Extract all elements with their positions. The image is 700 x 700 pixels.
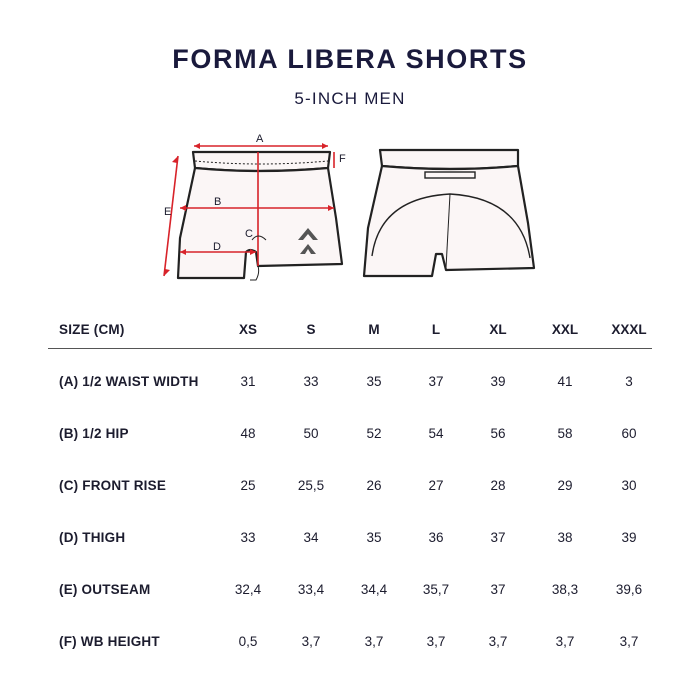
table-cell: 58 [557, 426, 573, 441]
shorts-diagram [150, 128, 550, 298]
table-cell: 50 [303, 426, 319, 441]
table-cell: 48 [240, 426, 256, 441]
table-cell: 56 [490, 426, 506, 441]
size-header-label: SIZE (CM) [59, 322, 125, 337]
table-row [0, 370, 700, 394]
table-cell: 37 [428, 374, 444, 389]
table-cell: 34,4 [360, 582, 388, 597]
table-cell: 60 [621, 426, 637, 441]
table-cell: 37 [490, 530, 506, 545]
row-label: (B) 1/2 HIP [59, 426, 129, 441]
table-cell: 38 [557, 530, 573, 545]
table-row [0, 526, 700, 550]
measure-label-f: F [339, 153, 346, 165]
table-divider [48, 348, 652, 349]
table-cell: 3,7 [364, 634, 384, 649]
table-cell: 35 [366, 530, 382, 545]
measure-label-b: B [214, 196, 222, 208]
chart-title: FORMA LIBERA SHORTS [172, 44, 528, 74]
size-header: XS [238, 322, 257, 337]
table-cell: 39 [621, 530, 637, 545]
row-label: (F) WB HEIGHT [59, 634, 160, 649]
table-cell: 39 [490, 374, 506, 389]
measure-label-a: A [256, 133, 264, 145]
table-cell: 3 [625, 374, 633, 389]
table-cell: 54 [428, 426, 444, 441]
table-cell: 3,7 [301, 634, 321, 649]
table-cell: 33 [303, 374, 319, 389]
table-cell: 33 [240, 530, 256, 545]
size-header: XL [489, 322, 507, 337]
table-cell: 32,4 [234, 582, 262, 597]
measure-label-c: C [245, 228, 253, 240]
table-cell: 28 [490, 478, 506, 493]
table-row [0, 578, 700, 602]
table-cell: 3,7 [619, 634, 639, 649]
size-header: L [431, 322, 441, 337]
table-cell: 52 [366, 426, 382, 441]
table-header-row [0, 318, 700, 342]
table-row [0, 422, 700, 446]
size-header: XXL [551, 322, 579, 337]
table-cell: 39,6 [615, 582, 643, 597]
table-cell: 37 [490, 582, 506, 597]
shorts-front-view [178, 152, 342, 278]
row-label: (E) OUTSEAM [59, 582, 151, 597]
table-cell: 35 [366, 374, 382, 389]
table-cell: 41 [557, 374, 573, 389]
shorts-illustration [150, 128, 550, 298]
table-cell: 33,4 [297, 582, 325, 597]
table-cell: 38,3 [551, 582, 579, 597]
table-cell: 0,5 [238, 634, 258, 649]
table-cell: 25 [240, 478, 256, 493]
table-row [0, 630, 700, 654]
table-cell: 34 [303, 530, 319, 545]
size-header: S [306, 322, 316, 337]
size-header: XXXL [611, 322, 647, 337]
table-cell: 3,7 [555, 634, 575, 649]
table-cell: 27 [428, 478, 444, 493]
table-cell: 35,7 [422, 582, 450, 597]
size-header: M [368, 322, 380, 337]
table-cell: 3,7 [488, 634, 508, 649]
table-row [0, 474, 700, 498]
row-label: (A) 1/2 WAIST WIDTH [59, 374, 199, 389]
table-cell: 26 [366, 478, 382, 493]
table-cell: 29 [557, 478, 573, 493]
row-label: (C) FRONT RISE [59, 478, 167, 493]
table-cell: 31 [240, 374, 256, 389]
table-cell: 3,7 [426, 634, 446, 649]
measure-label-d: D [213, 241, 221, 253]
table-cell: 25,5 [297, 478, 325, 493]
chart-subtitle: 5-INCH MEN [294, 89, 406, 108]
table-cell: 30 [621, 478, 637, 493]
row-label: (D) THIGH [59, 530, 126, 545]
measure-label-e: E [164, 206, 172, 218]
table-cell: 36 [428, 530, 444, 545]
